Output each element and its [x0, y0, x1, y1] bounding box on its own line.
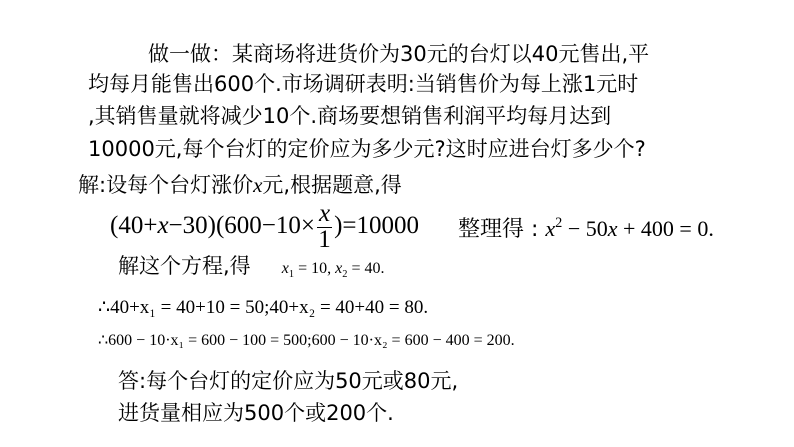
intro-suffix: 元,根据题意,得	[262, 173, 402, 197]
eq-right: )=10000	[334, 212, 420, 239]
fraction-numerator: x	[319, 199, 331, 227]
root-sub-2: 2	[342, 269, 348, 280]
eq-variable: x	[157, 212, 169, 239]
simplified-exponent: 2	[555, 215, 563, 231]
problem-line-2: 均每月能售出600个.市场调研表明:当销售价为每上涨1元时	[88, 72, 639, 96]
problem-line-4: 10000元,每个台灯的定价应为多少元?这时应进台灯多少个?	[88, 137, 646, 161]
eq-mid: −30)(600−10×	[168, 212, 315, 239]
quantity-line: ∴600 − 10·x₁ = 600 − 100 = 500;600 − 10·x₂ = 600 − 400 = 200.	[98, 332, 515, 349]
root-mid: = 10,	[294, 260, 336, 277]
simplified-tail: + 400 = 0.	[617, 216, 714, 241]
simplified-x: x	[545, 216, 556, 241]
fraction	[317, 201, 332, 252]
simplified-x2: x	[607, 216, 618, 241]
problem-line-1: 做一做：某商场将进货价为30元的台灯以40元售出,平	[148, 42, 650, 66]
simplified-rest: − 50	[562, 216, 608, 241]
root-x1: x	[281, 260, 289, 277]
solve-line	[118, 253, 384, 280]
fraction-denominator: 1	[318, 225, 331, 253]
answer-line-1: 答:每个台灯的定价应为50元或80元,	[118, 369, 459, 393]
eq-left: (40+	[110, 212, 158, 239]
simplify-label: 整理得 :	[458, 217, 539, 242]
intro-prefix: 解:设每个台灯涨价	[78, 173, 254, 197]
root-x2: x	[335, 260, 343, 277]
equation	[110, 198, 419, 254]
intro-variable: x	[253, 173, 263, 197]
root-sub-1: 1	[288, 269, 295, 280]
answer-line-2: 进货量相应为500个或200个.	[118, 401, 394, 425]
simplified-equation	[458, 208, 714, 245]
price-line: ∴40+x₁ = 40+10 = 50;40+x₂ = 40+40 = 80.	[98, 297, 429, 318]
problem-line-3: ,其销售量就将减少10个.商场要想销售利润平均每月达到	[88, 104, 612, 128]
solve-label: 解这个方程,得	[118, 254, 251, 278]
root-tail: = 40.	[347, 260, 385, 277]
solution-intro	[78, 172, 402, 198]
